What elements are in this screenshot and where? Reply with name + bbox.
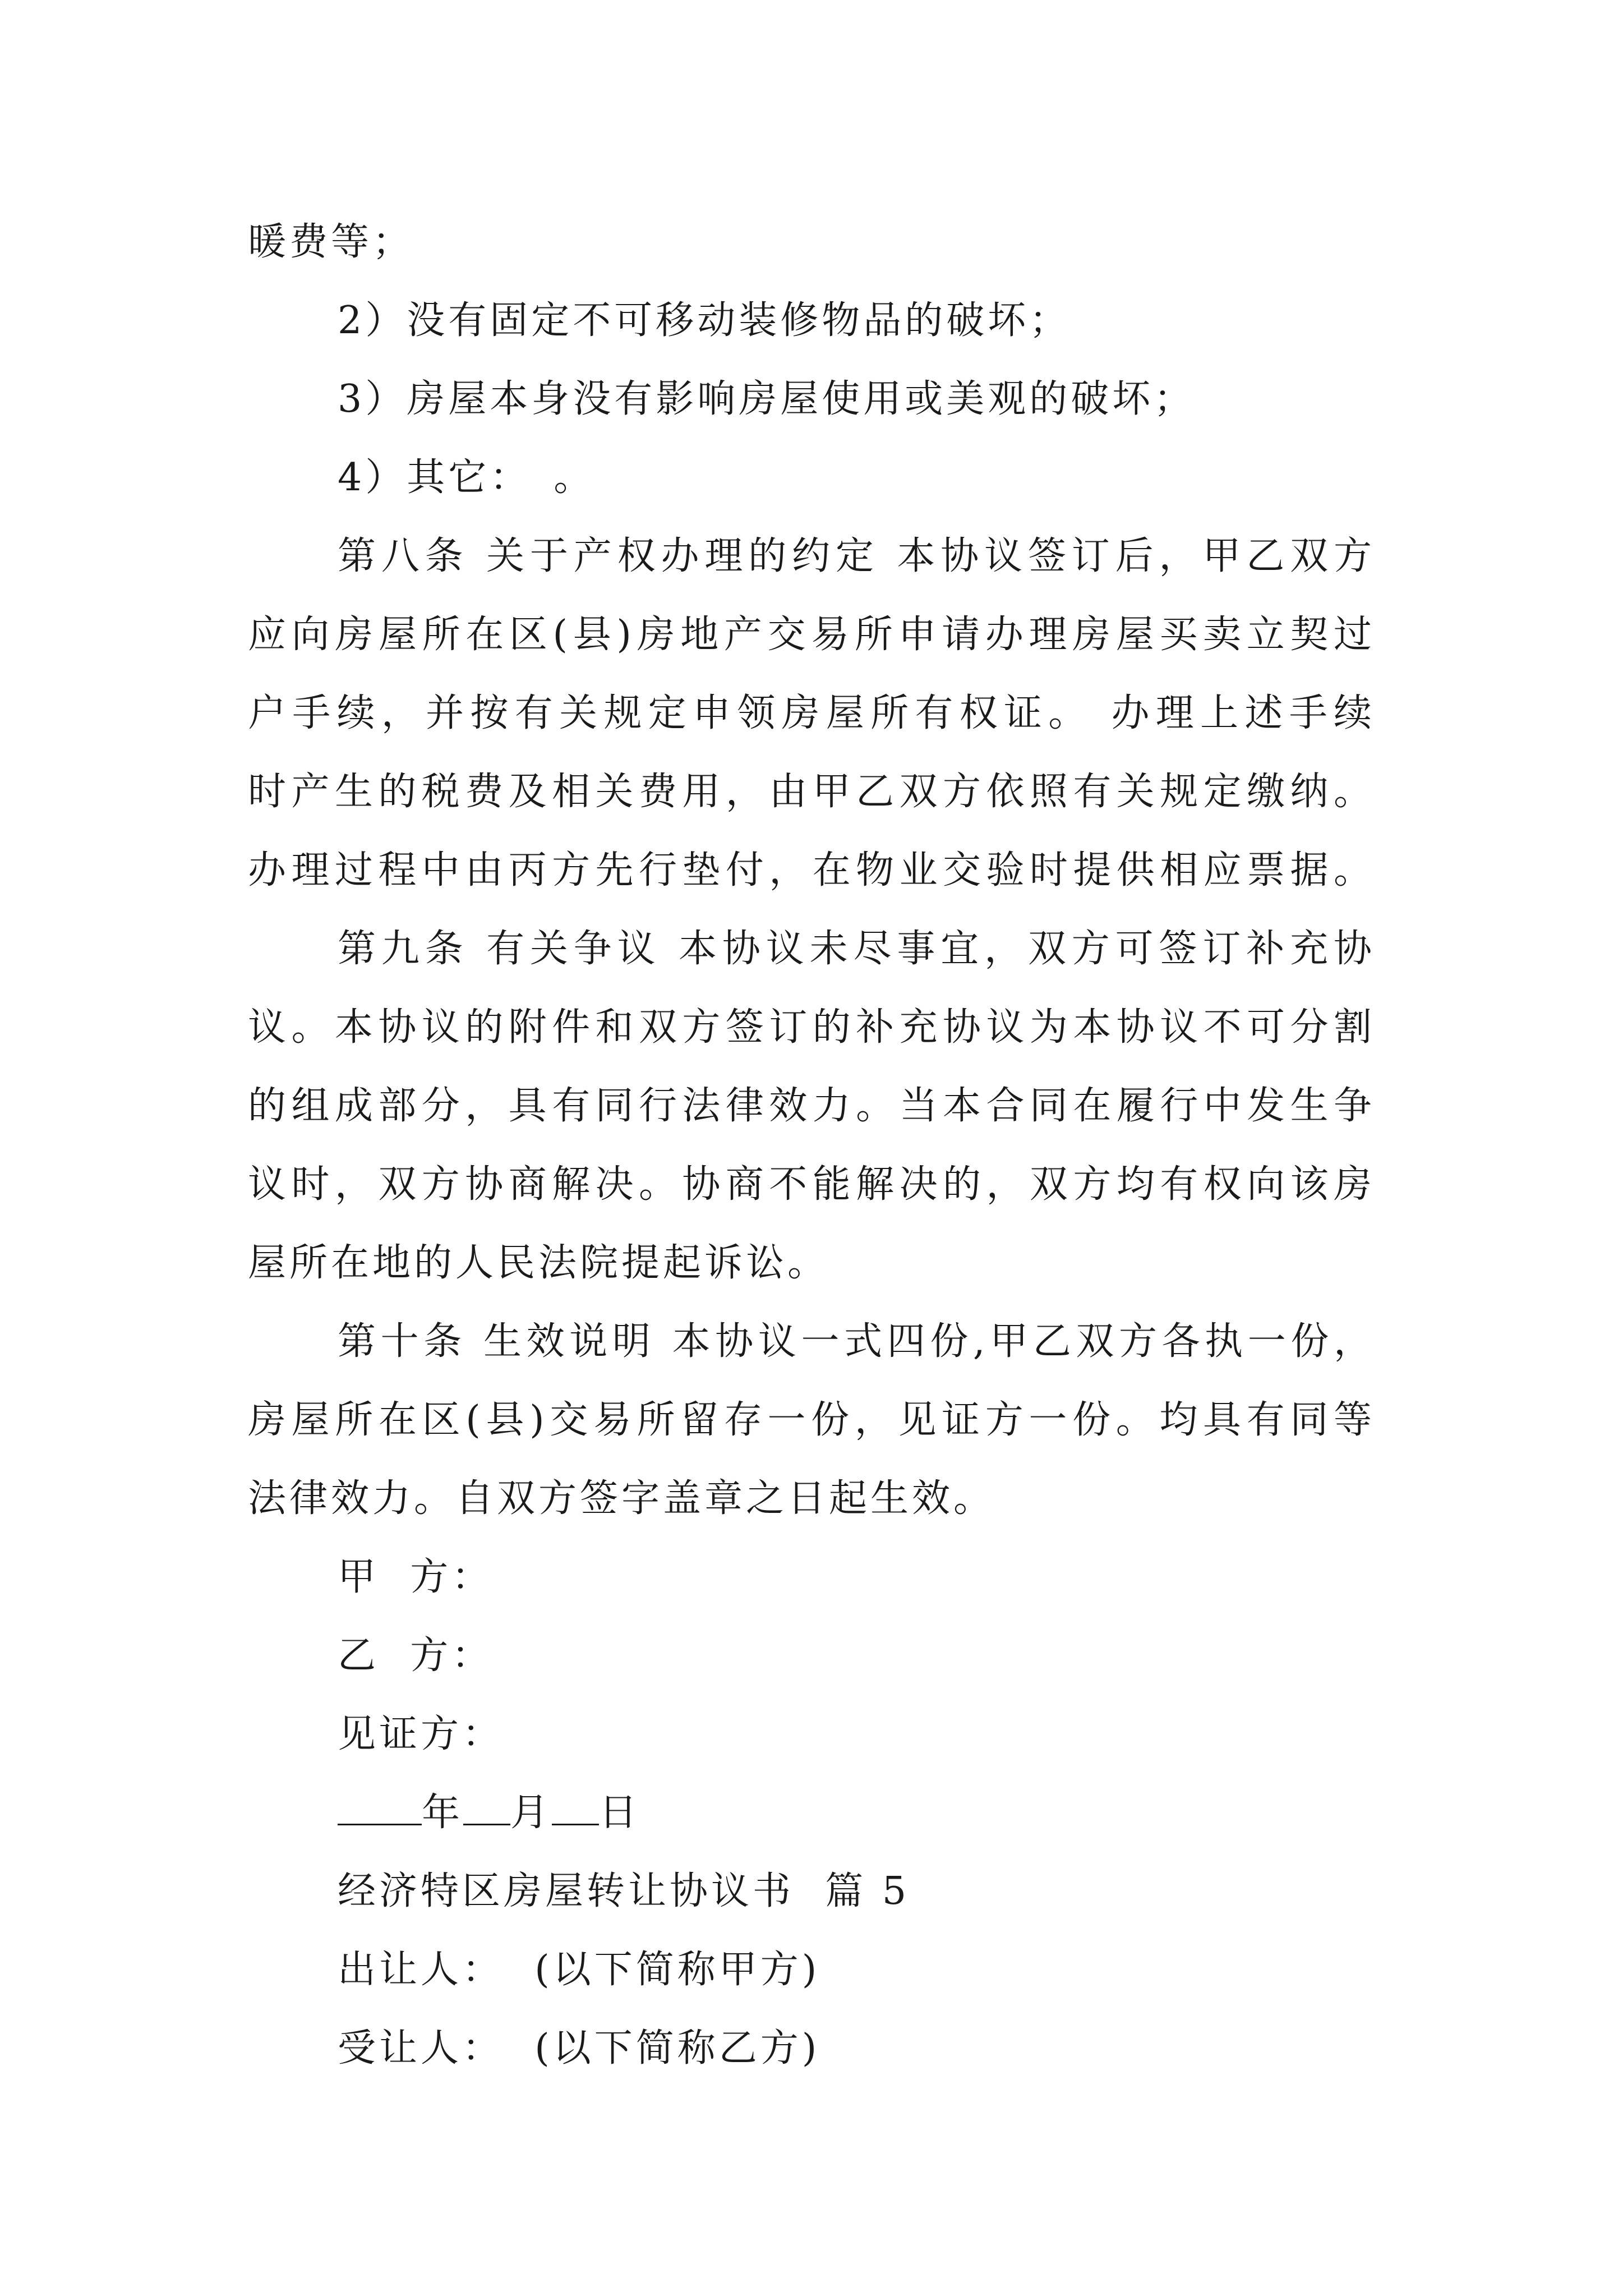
date-line (248, 1774, 1375, 1852)
condition-item: 3）房屋本身没有影响房屋使用或美观的破坏； (338, 377, 1196, 421)
continuation-line: 暖费等； (248, 220, 414, 264)
article-8-line: 第八条 关于产权办理的约定 本协议签订后，甲乙双方 (338, 534, 1375, 578)
party-b-label: 乙 方： (338, 1634, 494, 1678)
year-label: 年 (422, 1791, 464, 1835)
party-a-label: 甲 方： (338, 1555, 494, 1599)
article-10-line: 第十条 生效说明 本协议一式四份,甲乙双方各执一份， (338, 1319, 1375, 1364)
article-8-line: 时产生的税费及相关费用，由甲乙双方依照有关规定缴纳。 (248, 770, 1375, 814)
article-10-line: 房屋所在区(县)交易所留存一份，见证方一份。均具有同等 (248, 1398, 1375, 1442)
day-blank (552, 1791, 599, 1825)
condition-item: 2）没有固定不可移动装修物品的破坏； (338, 298, 1071, 343)
document-body (248, 203, 1375, 2088)
witness-label: 见证方： (338, 1712, 504, 1756)
transferor-line: 出让人： (以下简称甲方) (338, 1948, 820, 1992)
condition-item: 4）其它： 。 (338, 455, 596, 500)
article-8-line: 办理过程中由丙方先行垫付，在物业交验时提供相应票据。 (248, 848, 1375, 892)
article-8-line: 应向房屋所在区(县)房地产交易所申请办理房屋买卖立契过 (248, 613, 1375, 657)
article-9-line: 屋所在地的人民法院提起诉讼。 (248, 1241, 829, 1285)
article-10-line: 法律效力。自双方签字盖章之日起生效。 (248, 1476, 995, 1521)
article-8-line: 户手续，并按有关规定申领房屋所有权证。 办理上述手续 (248, 691, 1375, 735)
month-label: 月 (510, 1791, 552, 1835)
article-8 (248, 517, 1375, 910)
article-9-line: 第九条 有关争议 本协议未尽事宜，双方可签订补充协 (338, 927, 1375, 971)
next-section (248, 1852, 1375, 2088)
year-blank (338, 1791, 422, 1825)
transferee-line: 受让人： (以下简称乙方) (338, 2026, 820, 2070)
article-9-line: 议。本协议的附件和双方签订的补充协议为本协议不可分割 (248, 1005, 1375, 1050)
month-blank (463, 1791, 510, 1825)
article-10 (248, 1303, 1375, 1538)
signature-block (248, 1538, 1375, 1774)
article-9-line: 的组成部分，具有同行法律效力。当本合同在履行中发生争 (248, 1084, 1375, 1128)
day-label: 日 (599, 1791, 641, 1835)
article-9-line: 议时，双方协商解决。协商不能解决的，双方均有权向该房 (248, 1162, 1375, 1207)
article-9 (248, 910, 1375, 1303)
section-title: 经济特区房屋转让协议书 篇 5 (338, 1869, 910, 1913)
